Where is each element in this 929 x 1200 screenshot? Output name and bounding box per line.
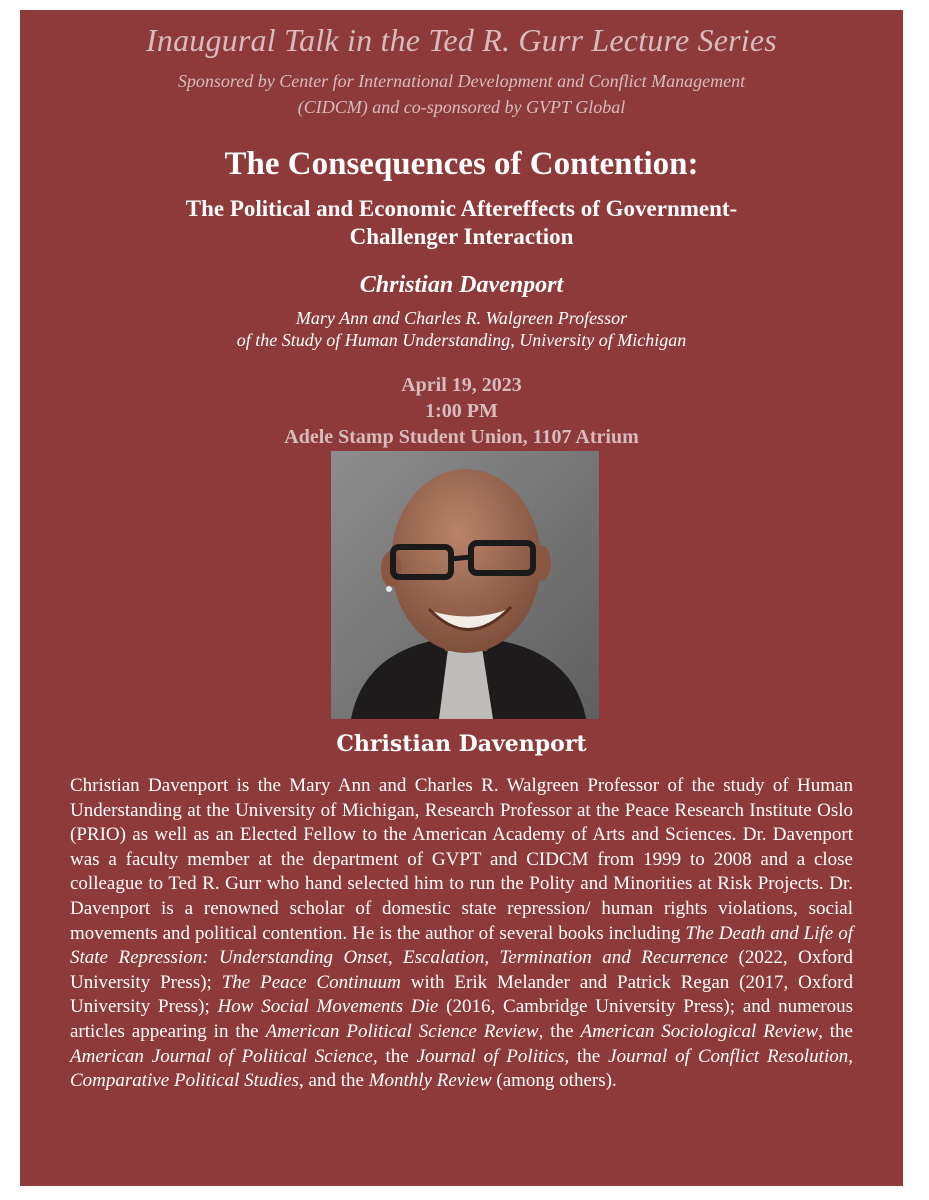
- sponsor-line: [80, 68, 843, 120]
- journal-title: American Journal of Political Science: [70, 1045, 373, 1067]
- speaker-affiliation: [80, 307, 843, 351]
- journal-title: American Sociological Review: [580, 1020, 819, 1042]
- bio-text: , the: [538, 1020, 581, 1042]
- speaker-name: Christian Davenport: [359, 272, 564, 298]
- event-date: April 19, 2023: [401, 374, 522, 396]
- book-title: How Social Movements Die: [217, 996, 439, 1018]
- journal-title: Journal of Conflict Resolution: [608, 1045, 849, 1067]
- bio-text: ,: [848, 1045, 853, 1067]
- event-time: 1:00 PM: [425, 400, 498, 422]
- bio-text: , the: [818, 1020, 853, 1042]
- sponsor-line-1: Sponsored by Center for International Development and Conflict Management: [177, 71, 746, 91]
- bio-text: with Erik Melander and Patrick Regan (2017, Oxford University Press);: [70, 971, 853, 1018]
- talk-title: The Consequences of Contention:: [224, 146, 699, 182]
- talk-subtitle: [90, 195, 833, 251]
- journal-title: American Political Science Review: [265, 1020, 539, 1042]
- talk-subtitle-line-1: The Political and Economic Aftereffects of Government-: [185, 196, 738, 221]
- affiliation-line-2: of the Study of Human Understanding, University of Michigan: [236, 330, 687, 350]
- bio-text: Christian Davenport is the Mary Ann and Charles R. Walgreen Professor of the study of Human Understanding at the University of Michigan, Research Professor at the Peace Research Institute Oslo (PRIO) as well as an Elected Fellow to the American Academy of Arts and Sciences. Dr. Davenport was a faculty member at the department of GVPT and CIDCM from 1999 to 2008 and a close colleague to Ted R. Gurr who hand selected him to run the Polity and Minorities at Risk Projects. Dr. Davenport is a renowned scholar of domestic state repression/ human rights violations, social movements and political contention. He is the author of several books including: [70, 775, 853, 944]
- event-poster: [20, 10, 903, 1186]
- bio-text: (2016, Cambridge University Press); and numerous articles appearing in the: [70, 996, 854, 1042]
- book-title: The Death and Life of State Repression: Understanding Onset, Escalation, Termination and Recurrence: [70, 922, 853, 969]
- speaker-photo: [331, 451, 599, 719]
- speaker-portrait-image: [331, 451, 599, 719]
- talk-subtitle-line-2: Challenger Interaction: [349, 224, 574, 249]
- journal-title: Journal of Politics: [416, 1045, 565, 1067]
- speaker-bio: [70, 774, 853, 1094]
- journal-title: Comparative Political Studies: [70, 1070, 300, 1092]
- event-location: Adele Stamp Student Union, 1107 Atrium: [284, 426, 639, 448]
- bio-text: , the: [372, 1045, 417, 1067]
- journal-title: Monthly Review: [368, 1070, 492, 1092]
- sponsor-line-2: (CIDCM) and co-sponsored by GVPT Global: [297, 97, 626, 117]
- event-details: [20, 372, 903, 450]
- photo-caption: Christian Davenport: [336, 731, 587, 757]
- affiliation-line-1: Mary Ann and Charles R. Walgreen Professor: [295, 308, 628, 328]
- book-title: The Peace Continuum: [221, 971, 401, 993]
- bio-text: , and the: [299, 1070, 369, 1092]
- bio-text: , the: [564, 1045, 609, 1067]
- bio-text: (2022, Oxford University Press);: [70, 947, 853, 993]
- bio-text: (among others).: [491, 1070, 617, 1092]
- series-title: Inaugural Talk in the Ted R. Gurr Lecture Series: [146, 22, 777, 58]
